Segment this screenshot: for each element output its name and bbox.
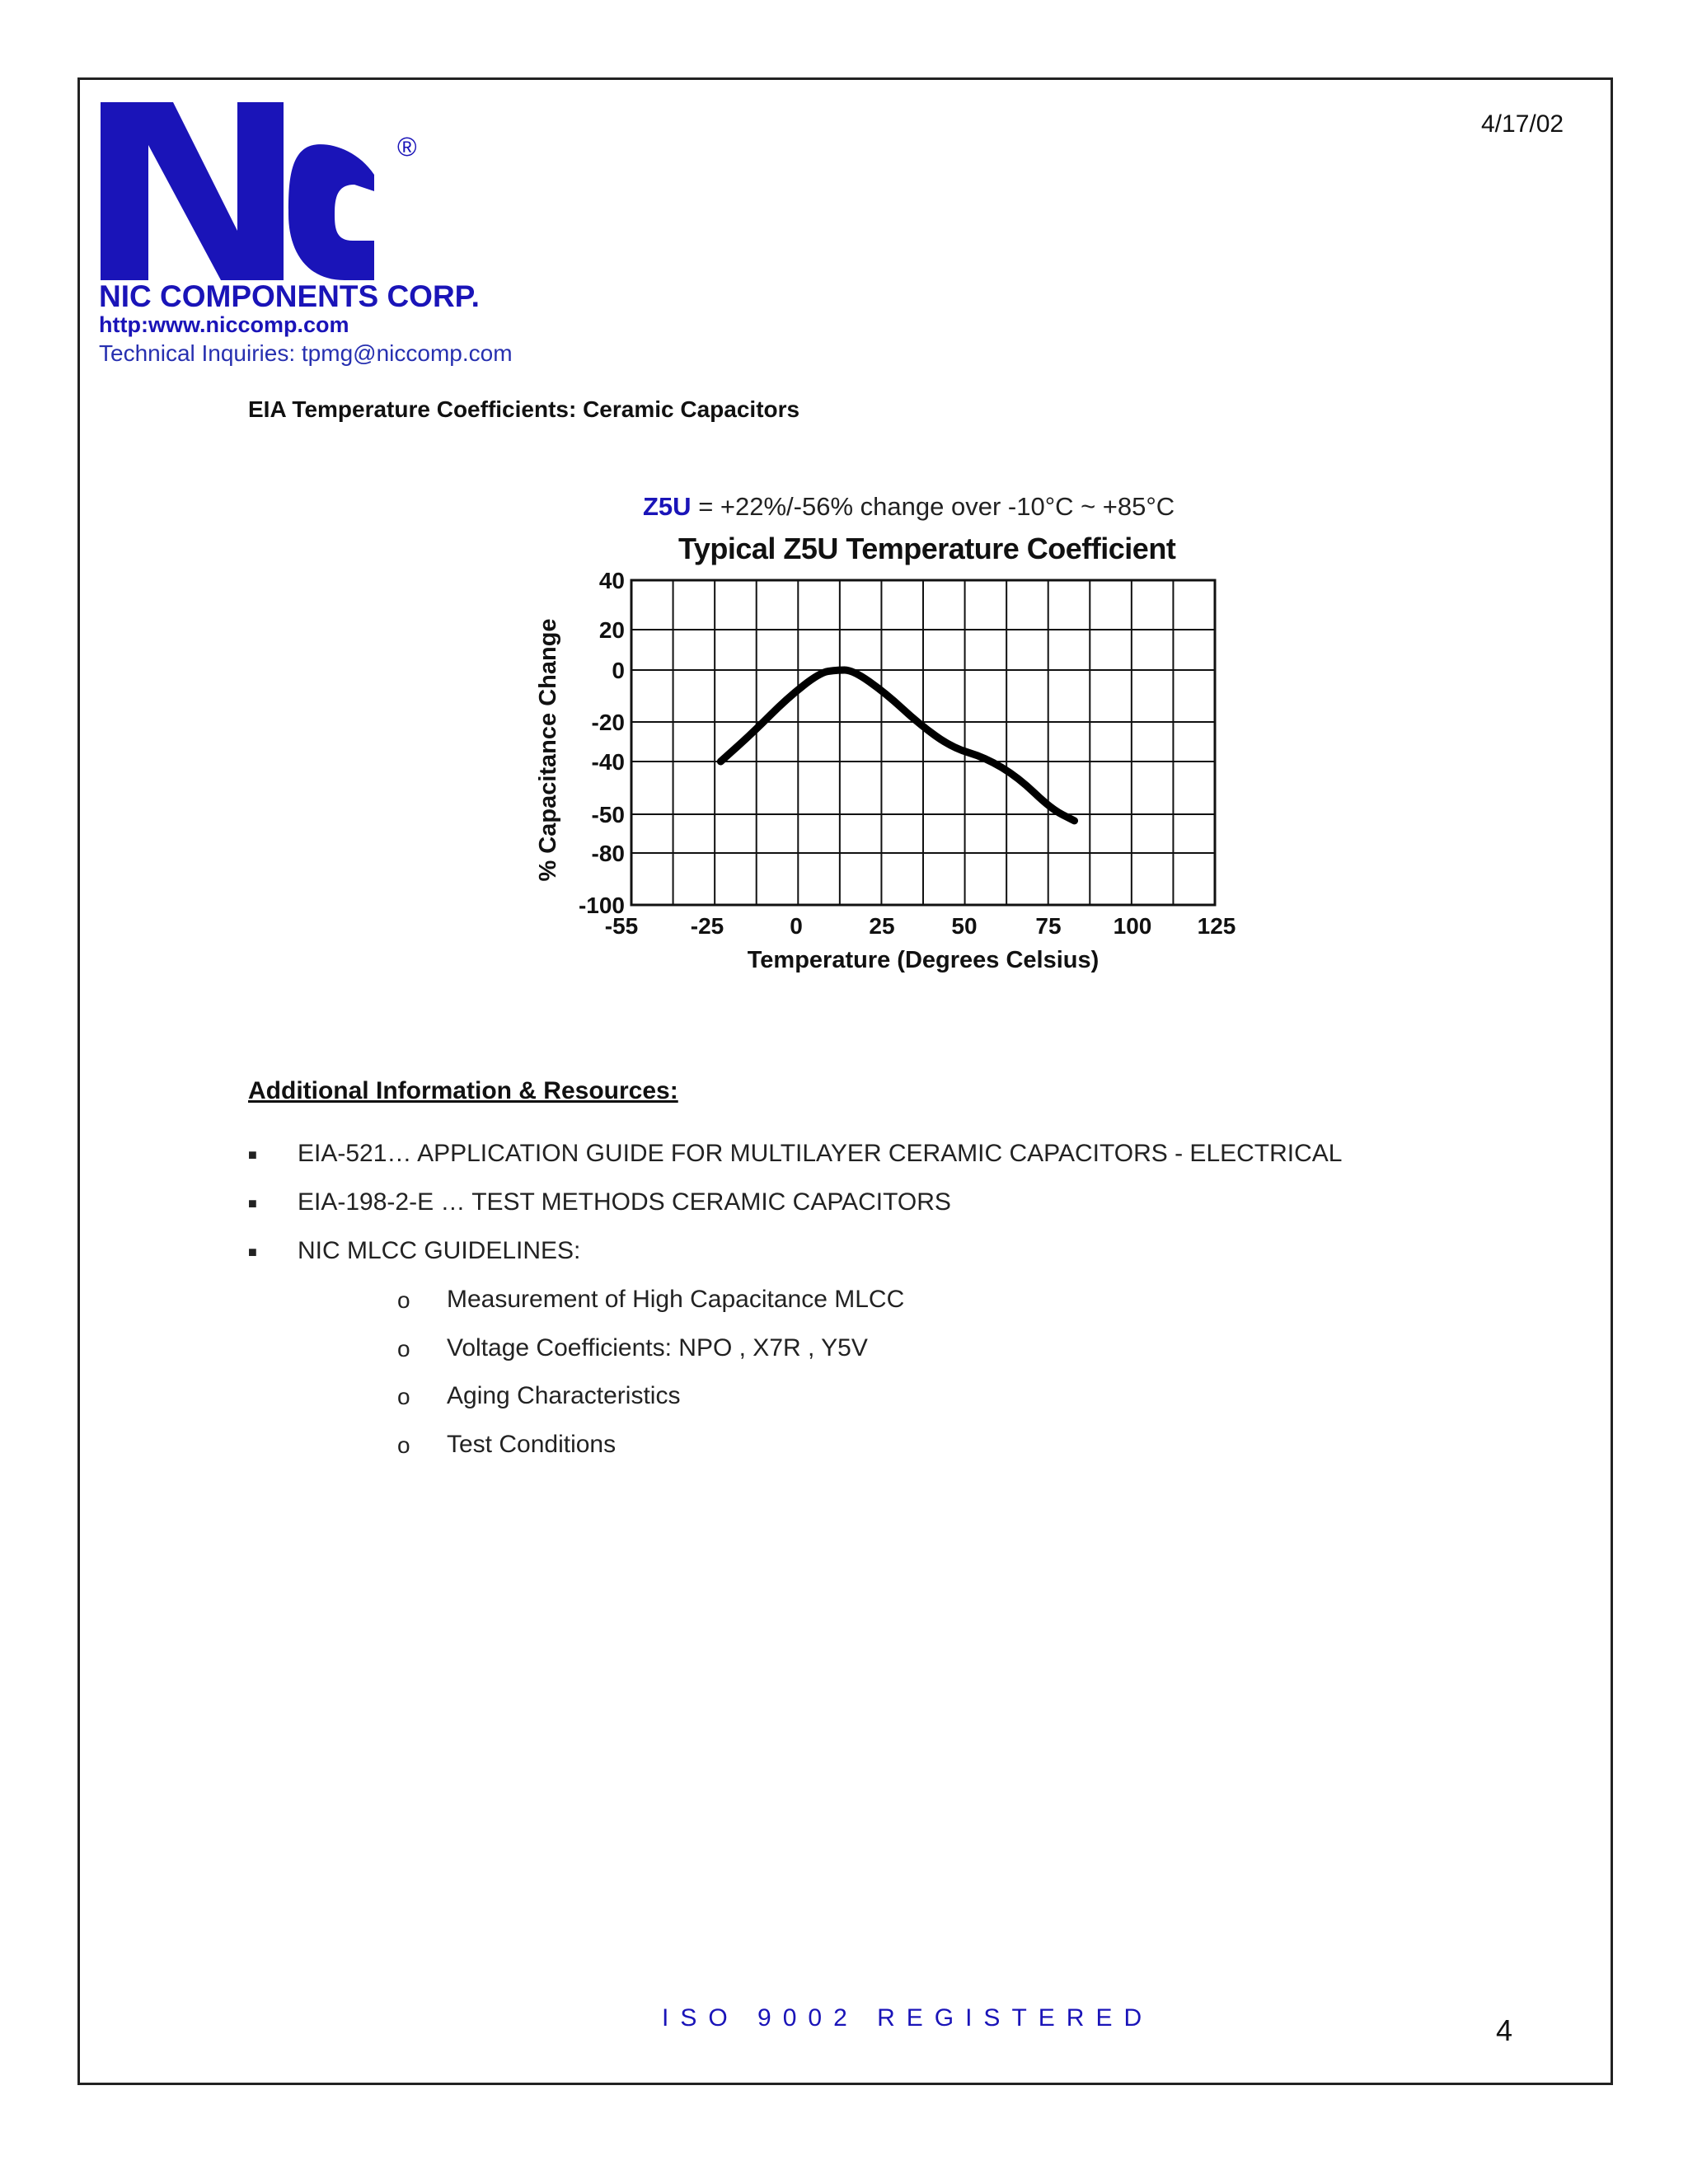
guideline-item-label: Aging Characteristics bbox=[447, 1382, 681, 1409]
technical-inquiries[interactable]: Technical Inquiries: tpmg@niccomp.com bbox=[99, 340, 513, 366]
x-tick-label: 100 bbox=[1113, 913, 1152, 939]
z5u-temperature-chart bbox=[519, 560, 1261, 989]
x-axis-label: Temperature (Degrees Celsius) bbox=[747, 947, 1100, 973]
bullet-square-icon: ■ bbox=[248, 1146, 257, 1163]
guideline-item-label: Voltage Coefficients: NPO , X7R , Y5V bbox=[447, 1334, 868, 1361]
x-tick-label: 75 bbox=[1035, 913, 1062, 939]
guideline-item-label: Test Conditions bbox=[447, 1431, 617, 1458]
guideline-item[interactable] bbox=[397, 1431, 617, 1459]
page-number: 4 bbox=[1496, 2013, 1513, 2047]
y-axis-label: % Capacitance Change bbox=[535, 618, 561, 882]
circle-bullet-icon: o bbox=[397, 1336, 410, 1361]
circle-bullet-icon: o bbox=[397, 1432, 410, 1458]
resource-item[interactable] bbox=[248, 1237, 581, 1265]
y-tick-label: 20 bbox=[598, 617, 625, 643]
y-tick-label: -20 bbox=[591, 710, 625, 735]
guideline-item[interactable] bbox=[397, 1382, 681, 1410]
resource-item-label: EIA-521… APPLICATION GUIDE FOR MULTILAYER CERAMIC CAPACITORS - ELECTRICAL bbox=[298, 1140, 1343, 1167]
y-tick-label: -50 bbox=[591, 802, 625, 827]
bullet-square-icon: ■ bbox=[248, 1195, 257, 1212]
y-tick-label: 0 bbox=[612, 658, 625, 683]
y-tick-label: -100 bbox=[578, 893, 625, 918]
resource-item-label: EIA-198-2-E … TEST METHODS CERAMIC CAPACITORS bbox=[298, 1188, 951, 1216]
document-date: 4/17/02 bbox=[1481, 110, 1564, 138]
y-tick-label: -40 bbox=[591, 749, 625, 775]
resources-heading: Additional Information & Resources: bbox=[248, 1077, 678, 1104]
guideline-item[interactable] bbox=[397, 1286, 905, 1314]
document-title: EIA Temperature Coefficients: Ceramic Capacitors bbox=[248, 396, 800, 422]
resource-item[interactable] bbox=[248, 1140, 1343, 1168]
company-name: NIC COMPONENTS CORP. bbox=[99, 279, 480, 313]
chart-title: Typical Z5U Temperature Coefficient bbox=[678, 532, 1176, 565]
bullet-square-icon: ■ bbox=[248, 1244, 257, 1260]
resource-item[interactable] bbox=[248, 1188, 951, 1216]
y-tick-label: 40 bbox=[598, 568, 625, 593]
z5u-summary bbox=[643, 492, 1175, 522]
guideline-item[interactable] bbox=[397, 1334, 868, 1362]
nic-logo bbox=[97, 99, 427, 282]
iso-registered-footer: ISO 9002 REGISTERED bbox=[662, 2004, 1154, 2032]
circle-bullet-icon: o bbox=[397, 1287, 410, 1313]
x-tick-label: -25 bbox=[690, 913, 724, 939]
z5u-code: Z5U bbox=[643, 492, 692, 521]
circle-bullet-icon: o bbox=[397, 1384, 410, 1409]
y-tick-label: -80 bbox=[591, 841, 625, 866]
resource-item-label: NIC MLCC GUIDELINES: bbox=[298, 1237, 581, 1264]
x-tick-label: 125 bbox=[1197, 913, 1236, 939]
guideline-item-label: Measurement of High Capacitance MLCC bbox=[447, 1286, 905, 1313]
x-tick-label: 25 bbox=[869, 913, 895, 939]
company-url[interactable]: http:www.niccomp.com bbox=[99, 312, 349, 337]
x-tick-label: -55 bbox=[604, 913, 639, 939]
registered-mark: ® bbox=[397, 132, 417, 162]
x-tick-label: 0 bbox=[790, 913, 803, 939]
z5u-description: = +22%/-56% change over -10°C ~ +85°C bbox=[691, 492, 1175, 521]
x-tick-label: 50 bbox=[951, 913, 978, 939]
